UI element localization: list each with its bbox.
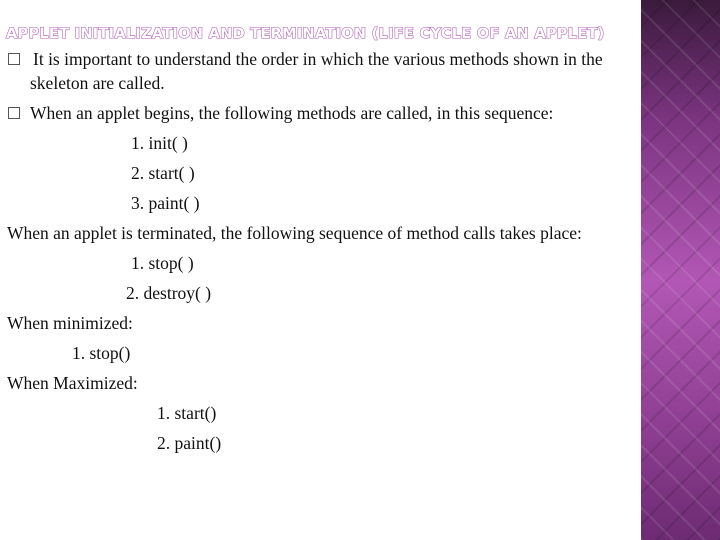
decorative-side-band <box>641 0 720 540</box>
minimized-step-stop: 1. stop() <box>72 343 131 363</box>
begin-step-paint: 3. paint( ) <box>131 193 200 213</box>
bullet-2-text: When an applet begins, the following methods are called, in this sequence: <box>30 103 554 123</box>
maximized-step-paint: 2. paint() <box>157 433 222 453</box>
begin-step-start: 2. start( ) <box>131 163 195 183</box>
minimized-text: When minimized: <box>7 313 133 333</box>
bullet-1-line-1: It is important to understand the order in which the various methods shown in the <box>33 49 603 69</box>
begin-step-init: 1. init( ) <box>131 133 188 153</box>
slide-title: APPLET INITIALIZATION AND TERMINATION (LIFE CYCLE OF AN APPLET) <box>6 26 605 42</box>
bullet-1-line-2: skeleton are called. <box>30 73 165 93</box>
maximized-step-start: 1. start() <box>157 403 217 423</box>
checkbox-bullet-icon <box>8 107 20 119</box>
terminated-text: When an applet is terminated, the following sequence of method calls takes place: <box>7 223 582 243</box>
checkbox-bullet-icon <box>8 53 20 65</box>
maximized-text: When Maximized: <box>7 373 138 393</box>
terminate-step-stop: 1. stop( ) <box>131 253 194 273</box>
terminate-step-destroy: 2. destroy( ) <box>126 283 212 303</box>
